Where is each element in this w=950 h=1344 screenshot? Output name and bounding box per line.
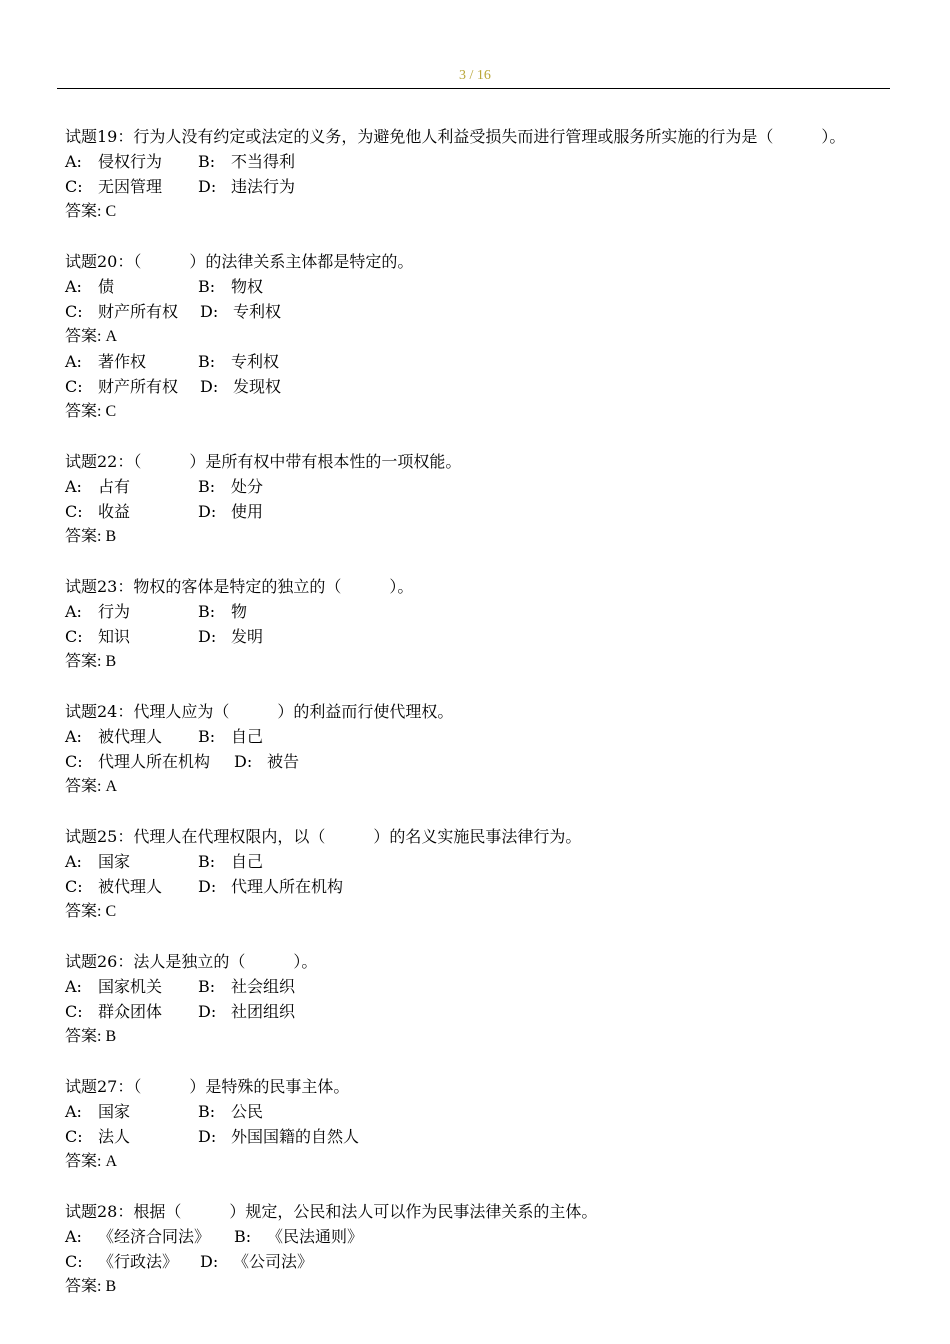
option-text: 收益 xyxy=(98,502,131,521)
option-row xyxy=(65,849,895,874)
question-block xyxy=(65,1199,895,1299)
option-key: D: xyxy=(200,377,219,396)
option-text: 财产所有权 xyxy=(98,302,179,321)
question-block xyxy=(65,249,895,424)
option-text: 债 xyxy=(98,277,115,296)
option-text: 国家机关 xyxy=(98,977,163,996)
option-text: 处分 xyxy=(231,477,264,496)
option-key: A: xyxy=(65,727,82,746)
option-key: A: xyxy=(65,977,82,996)
option-key: B: xyxy=(198,852,216,871)
option-row xyxy=(65,299,895,324)
option-row xyxy=(65,499,895,524)
option-key: C: xyxy=(65,877,83,896)
option-text: 自己 xyxy=(231,727,264,746)
option-key: B: xyxy=(198,352,216,371)
option-key: C: xyxy=(65,502,83,521)
option-key: C: xyxy=(65,627,83,646)
option-row xyxy=(65,749,895,774)
option-row xyxy=(65,149,895,174)
answer-line: 答案: B xyxy=(65,653,117,670)
option-key: B: xyxy=(198,277,216,296)
option-row xyxy=(65,624,895,649)
option-key: D: xyxy=(198,877,217,896)
option-row xyxy=(65,474,895,499)
question-stem: 试题22：（ ）是所有权中带有根本性的一项权能。 xyxy=(65,452,462,471)
option-text: 发明 xyxy=(231,627,264,646)
option-text: 国家 xyxy=(98,852,131,871)
option-text: 使用 xyxy=(231,502,264,521)
option-text: 著作权 xyxy=(98,352,147,371)
question-block xyxy=(65,574,895,674)
option-text: 国家 xyxy=(98,1102,131,1121)
option-text: 专利权 xyxy=(233,302,282,321)
question-stem: 试题20：（ ）的法律关系主体都是特定的。 xyxy=(65,252,414,271)
option-key: D: xyxy=(198,502,217,521)
option-text: 物 xyxy=(231,602,248,621)
option-text: 被告 xyxy=(267,752,300,771)
answer-line: 答案: A xyxy=(65,328,118,345)
option-key: B: xyxy=(198,477,216,496)
option-row xyxy=(65,274,895,299)
option-text: 《公司法》 xyxy=(233,1252,314,1271)
option-key: A: xyxy=(65,1102,82,1121)
option-row xyxy=(65,1249,895,1274)
option-text: 知识 xyxy=(98,627,131,646)
option-key: D: xyxy=(198,1127,217,1146)
option-text: 社会组织 xyxy=(231,977,296,996)
question-stem: 试题28：根据（ ）规定，公民和法人可以作为民事法律关系的主体。 xyxy=(65,1202,598,1221)
option-key: A: xyxy=(65,277,82,296)
option-text: 专利权 xyxy=(231,352,280,371)
option-key: B: xyxy=(198,602,216,621)
option-row xyxy=(65,724,895,749)
option-text: 《民法通则》 xyxy=(267,1227,364,1246)
option-key: A: xyxy=(65,152,82,171)
option-text: 社团组织 xyxy=(231,1002,296,1021)
option-text: 物权 xyxy=(231,277,264,296)
option-key: C: xyxy=(65,302,83,321)
option-text: 《经济合同法》 xyxy=(98,1227,211,1246)
option-key: D: xyxy=(198,627,217,646)
answer-line: 答案: B xyxy=(65,1278,117,1295)
question-block xyxy=(65,449,895,549)
option-text: 财产所有权 xyxy=(98,377,179,396)
answer-line: 答案: B xyxy=(65,528,117,545)
answer-line: 答案: C xyxy=(65,403,117,420)
question-stem: 试题27：（ ）是特殊的民事主体。 xyxy=(65,1077,350,1096)
option-text: 法人 xyxy=(98,1127,131,1146)
option-text: 不当得利 xyxy=(231,152,296,171)
option-key: B: xyxy=(198,727,216,746)
option-row xyxy=(65,874,895,899)
option-text: 行为 xyxy=(98,602,131,621)
answer-line: 答案: B xyxy=(65,1028,117,1045)
option-row xyxy=(65,599,895,624)
option-key: C: xyxy=(65,1002,83,1021)
option-key: A: xyxy=(65,852,82,871)
option-key: D: xyxy=(200,1252,219,1271)
option-row xyxy=(65,1124,895,1149)
question-block xyxy=(65,949,895,1049)
option-row xyxy=(65,1224,895,1249)
option-key: A: xyxy=(65,1227,82,1246)
option-row xyxy=(65,974,895,999)
option-key: C: xyxy=(65,752,83,771)
option-text: 群众团体 xyxy=(98,1002,163,1021)
option-text: 违法行为 xyxy=(231,177,296,196)
option-key: D: xyxy=(198,1002,217,1021)
option-text: 《行政法》 xyxy=(98,1252,179,1271)
option-row xyxy=(65,374,895,399)
question-stem: 试题24：代理人应为（ ）的利益而行使代理权。 xyxy=(65,702,454,721)
answer-line: 答案: C xyxy=(65,203,117,220)
option-text: 被代理人 xyxy=(98,877,163,896)
question-stem: 试题26：法人是独立的（ ）。 xyxy=(65,952,318,971)
option-row xyxy=(65,174,895,199)
option-key: A: xyxy=(65,602,82,621)
question-stem: 试题19：行为人没有约定或法定的义务，为避免他人利益受损失而进行管理或服务所实施的行为是（ ）。 xyxy=(65,127,846,146)
option-key: D: xyxy=(198,177,217,196)
answer-line: 答案: A xyxy=(65,1153,118,1170)
option-key: C: xyxy=(65,377,83,396)
option-text: 被代理人 xyxy=(98,727,163,746)
question-block xyxy=(65,824,895,924)
option-row xyxy=(65,1099,895,1124)
option-text: 外国国籍的自然人 xyxy=(231,1127,360,1146)
question-block xyxy=(65,1074,895,1174)
option-key: B: xyxy=(198,977,216,996)
answer-line: 答案: A xyxy=(65,778,118,795)
option-text: 代理人所在机构 xyxy=(231,877,344,896)
option-text: 代理人所在机构 xyxy=(98,752,211,771)
option-key: C: xyxy=(65,1127,83,1146)
option-key: A: xyxy=(65,352,82,371)
option-row xyxy=(65,349,895,374)
question-stem: 试题25：代理人在代理权限内，以（ ）的名义实施民事法律行为。 xyxy=(65,827,582,846)
option-key: B: xyxy=(234,1227,252,1246)
option-text: 无因管理 xyxy=(98,177,163,196)
option-text: 发现权 xyxy=(233,377,282,396)
option-text: 公民 xyxy=(231,1102,264,1121)
option-text: 侵权行为 xyxy=(98,152,163,171)
option-text: 自己 xyxy=(231,852,264,871)
option-key: B: xyxy=(198,152,216,171)
option-key: C: xyxy=(65,177,83,196)
option-key: A: xyxy=(65,477,82,496)
answer-line: 答案: C xyxy=(65,903,117,920)
option-key: B: xyxy=(198,1102,216,1121)
option-key: D: xyxy=(234,752,253,771)
question-list xyxy=(65,124,895,1324)
question-block xyxy=(65,124,895,224)
question-stem: 试题23：物权的客体是特定的独立的（ ）。 xyxy=(65,577,414,596)
option-key: D: xyxy=(200,302,219,321)
header-rule xyxy=(57,88,890,89)
option-key: C: xyxy=(65,1252,83,1271)
question-block xyxy=(65,699,895,799)
page-indicator: 3 / 16 xyxy=(459,68,491,83)
option-text: 占有 xyxy=(98,477,131,496)
option-row xyxy=(65,999,895,1024)
